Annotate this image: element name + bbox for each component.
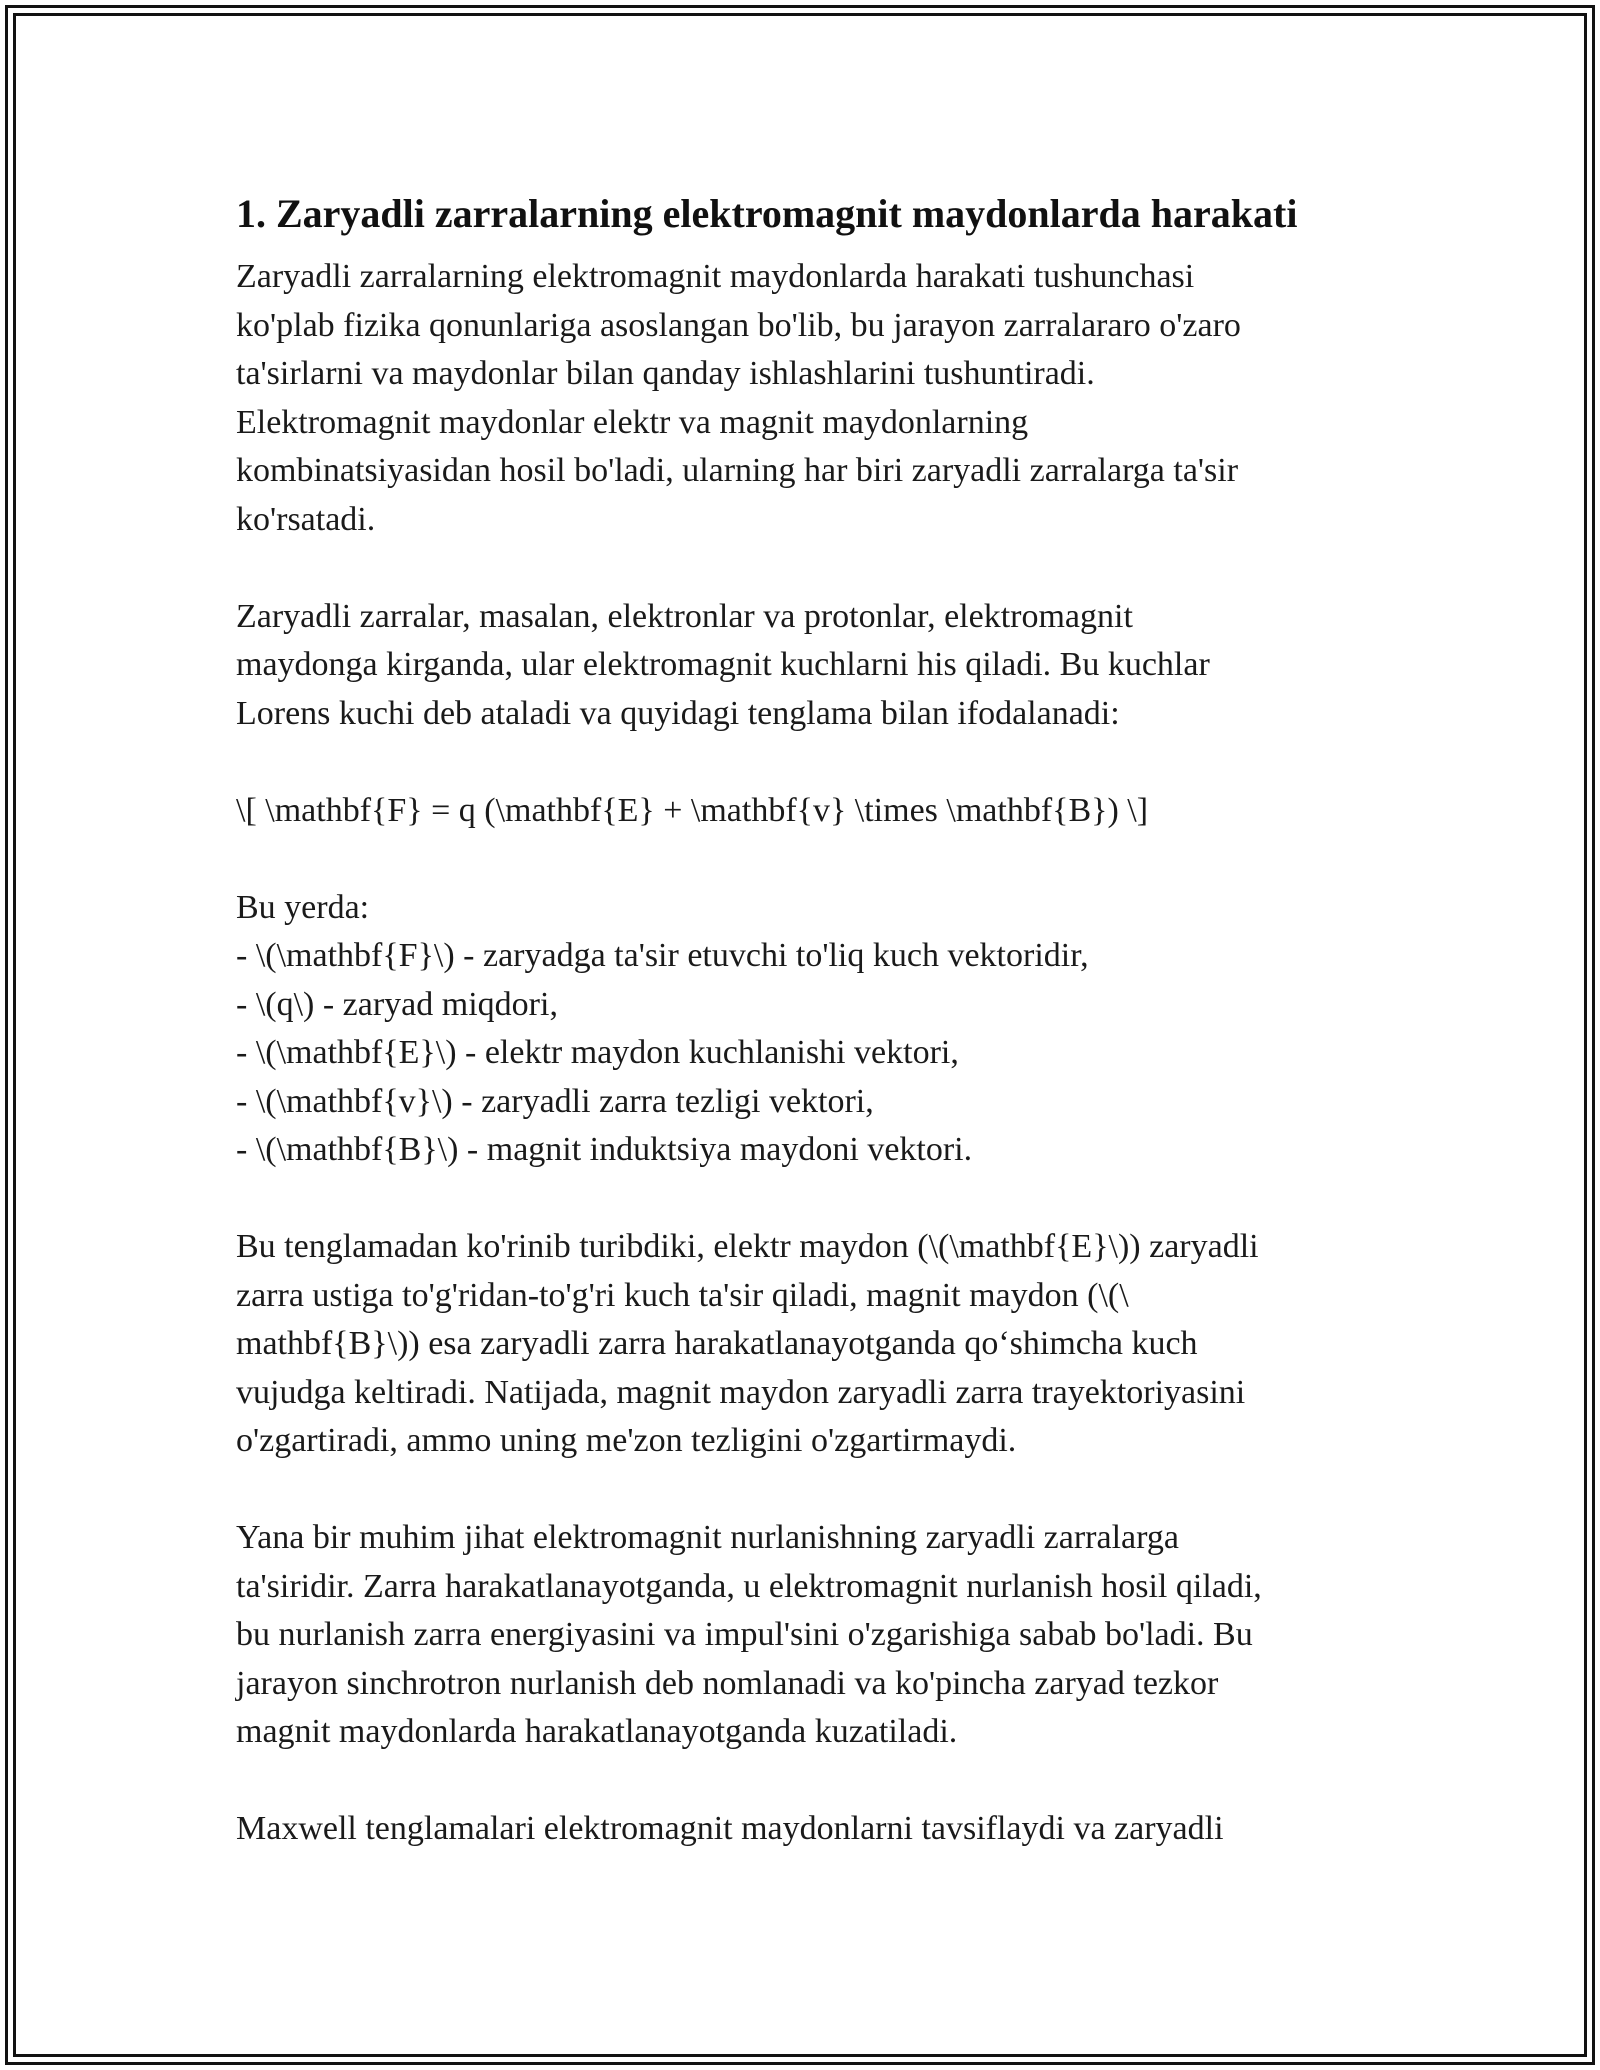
paragraph-spacer xyxy=(236,1757,1356,1806)
paragraph-spacer xyxy=(236,544,1356,593)
paragraph-spacer xyxy=(236,835,1356,884)
paragraph-radiation: Yana bir muhim jihat elektromagnit nurlanishning zaryadli zarralarga ta'siridir. Zarra harakatlanayotganda, u elektromagnit nurlanish hosil qiladi, bu nurlanish zarra energiyasini va impul'sini o'zgarishiga sabab bo'ladi. Bu jarayon sinchrotron nurlanish deb nomlanadi va ko'pincha zaryad tezkor magnit maydonlarda harakatlanayotganda kuzatiladi. xyxy=(236,1519,1262,1750)
equation-lorentz-force: \[ \mathbf{F} = q (\mathbf{E} + \mathbf{v} \times \mathbf{B}) \] xyxy=(236,791,1149,829)
paragraph-lorentz-intro: Zaryadli zarralar, masalan, elektronlar va protonlar, elektromagnit maydonga kirganda, ular elektromagnit kuchlarni his qiladi. Bu kuchlar Lorens kuchi deb ataladi va quyidagi tenglama bilan ifodalanadi: xyxy=(236,597,1210,732)
paragraph-spacer xyxy=(236,738,1356,787)
paragraph-spacer xyxy=(236,1175,1356,1224)
paragraph-intro: Zaryadli zarralarning elektromagnit maydonlarda harakati tushunchasi ko'plab fizika qonunlariga asoslangan bo'lib, bu jarayon zarralararo o'zaro ta'sirlarni va maydonlar bilan qanday ishlashlarini tushuntiradi. Elektromagnit maydonlar elektr va magnit maydonlarning kombinatsiyasidan hosil bo'ladi, ularning har biri zaryadli zarralarga ta'sir ko'rsatadi. xyxy=(236,258,1241,538)
document-body xyxy=(236,185,1356,1854)
paragraph-maxwell: Maxwell tenglamalari elektromagnit maydonlarni tavsiflaydi va zaryadli xyxy=(236,1810,1224,1847)
paragraph-field-effects: Bu tenglamadan ko'rinib turibdiki, elektr maydon (\(\mathbf{E}\)) zaryadli zarra ustiga to'g'ridan-to'g'ri kuch ta'sir qiladi, magnit maydon (\(\ mathbf{B}\)) esa zaryadli zarra harakatlanayotganda qo‘shimcha kuch vujudga keltiradi. Natijada, magnit maydon zaryadli zarra trayektoriyasini o'zgartiradi, ammo uning me'zon tezligini o'zgartirmaydi. xyxy=(236,1228,1259,1459)
section-heading: 1. Zaryadli zarralarning elektromagnit maydonlarda harakati xyxy=(236,191,1298,236)
variable-definitions-list: Bu yerda: - \(\mathbf{F}\) - zaryadga ta'sir etuvchi to'liq kuch vektoridir, - \(q\) - zaryad miqdori, - \(\mathbf{E}\) - elektr maydon kuchlanishi vektori, - \(\mathbf{v}\) - zaryadli zarra tezligi vektori, - \(\mathbf{B}\) - magnit induktsiya maydoni vektori. xyxy=(236,888,1089,1168)
paragraph-spacer xyxy=(236,1466,1356,1515)
